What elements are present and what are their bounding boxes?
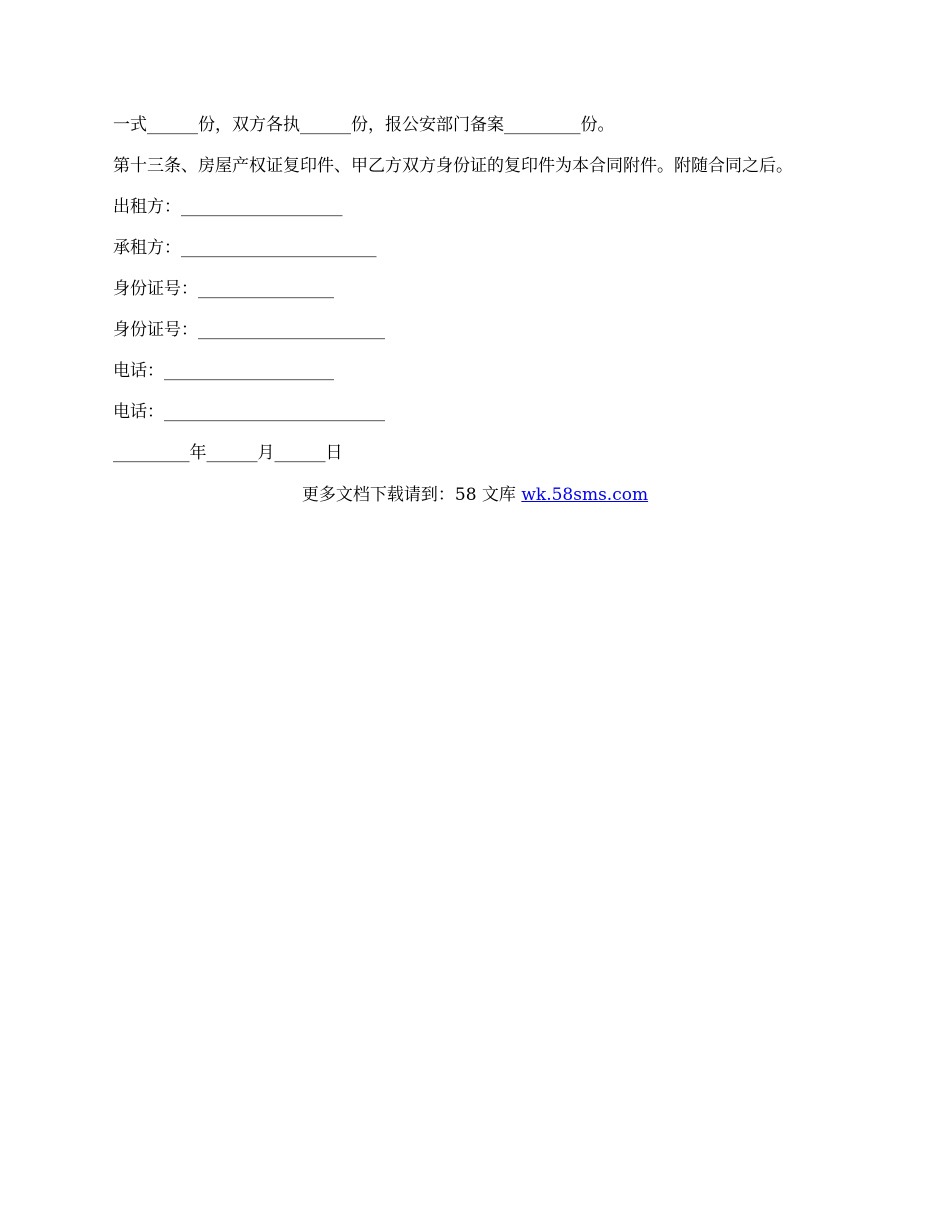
lessor-field: 出租方：___________________	[113, 197, 343, 217]
phone-field-2: 电话：__________________________	[113, 402, 385, 422]
footer-link[interactable]: wk.58sms.com	[521, 485, 649, 505]
article-13-text: 第十三条、房屋产权证复印件、甲乙方双方身份证的复印件为本合同附件。附随合同之后。	[113, 156, 793, 176]
date-line: _________年______月______日	[113, 443, 343, 463]
footer-prefix-text: 更多文档下载请到：58 文库	[301, 485, 522, 505]
id-number-field-1: 身份证号：________________	[113, 279, 334, 299]
download-footer	[0, 484, 950, 506]
lessee-field: 承租方：_______________________	[113, 238, 377, 258]
id-number-field-2: 身份证号：______________________	[113, 320, 385, 340]
phone-field-1: 电话：____________________	[113, 361, 334, 381]
copies-line: 一式______份，双方各执______份，报公安部门备案_________份。	[113, 115, 615, 135]
